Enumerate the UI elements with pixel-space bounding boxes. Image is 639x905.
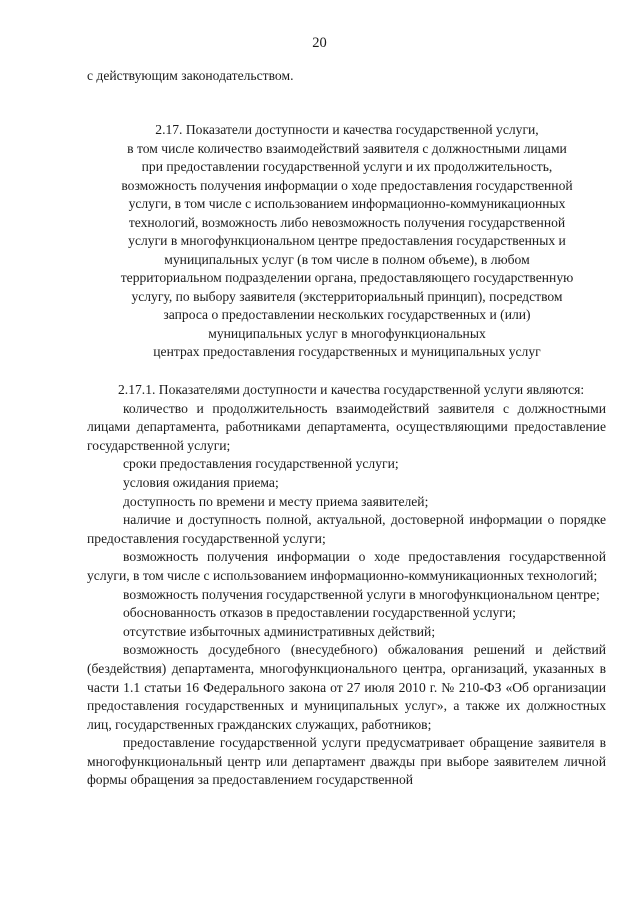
list-item: количество и продолжительность взаимодействий заявителя с должностными лицами департамента, работниками департамента, осуществляющими предоставление государственной услуги; <box>87 400 606 453</box>
heading-line: при предоставлении государственной услуги и их продолжительность, <box>141 159 553 174</box>
heading-line: технологий, возможность либо невозможность получения государственной <box>128 214 566 230</box>
heading-line: муниципальных услуг (в том числе в полном объеме), в любом <box>164 251 530 267</box>
heading-line: возможность получения информации о ходе предоставления государственной <box>121 177 573 193</box>
paragraph-2-17-1: 2.17.1. Показателями доступности и качества государственной услуги являются: <box>118 382 585 397</box>
page-number: 20 <box>312 35 327 51</box>
heading-line: муниципальных услуг в многофункциональных <box>208 325 486 341</box>
list-item: доступность по времени и месту приема заявителей; <box>123 493 429 509</box>
list-item: предоставление государственной услуги предусматривает обращение заявителя в многофункциональный центр или департамент дважды при выборе заявителем личной формы обращения за предоставлением государственной <box>87 735 606 788</box>
heading-line: 2.17. Показатели доступности и качества государственной услуги, <box>155 122 539 137</box>
heading-line: услугу, по выбору заявителя (экстерриториальный принцип), посредством <box>131 288 563 304</box>
list-item: возможность получения государственной услуги в многофункциональном центре; <box>123 586 600 602</box>
heading-line: услуги в многофункциональном центре предоставления государственных и <box>128 233 566 248</box>
list-item: наличие и доступность полной, актуальной, достоверной информации о порядке предоставления государственной услуги; <box>87 512 606 546</box>
list-item: обоснованность отказов в предоставлении государственной услуги; <box>123 605 516 621</box>
list-item: сроки предоставления государственной услуги; <box>123 456 399 472</box>
list-item: отсутствие избыточных административных действий; <box>123 623 436 639</box>
heading-line: в том числе количество взаимодействий заявителя с должностными лицами <box>127 140 567 156</box>
heading-line: центрах предоставления государственных и муниципальных услуг <box>153 344 541 359</box>
list-item: возможность получения информации о ходе предоставления государственной услуги, в том числе с использованием информационно-коммуникационных технологий; <box>87 549 606 583</box>
heading-line: территориальном подразделении органа, предоставляющего государственную <box>120 270 574 285</box>
section-heading <box>87 121 607 362</box>
heading-line: запроса о предоставлении нескольких государственных и (или) <box>163 307 531 322</box>
list-item: условия ожидания приема; <box>123 474 279 490</box>
body-text <box>87 381 606 790</box>
list-item: возможность досудебного (внесудебного) обжалования решений и действий (бездействия) департамента, многофункционального центра, организаций, указанных в части 1.1 статьи 16 Федерального закона от 27 июля 2010 г. № 210-ФЗ «Об организации предоставления государственных и муниципальных услуг», а также их должностных лиц, государственных гражданских служащих, работников; <box>87 642 606 732</box>
heading-line: услуги, в том числе с использованием информационно-коммуникационных <box>128 196 566 211</box>
intro-line: с действующим законодательством. <box>87 68 294 83</box>
